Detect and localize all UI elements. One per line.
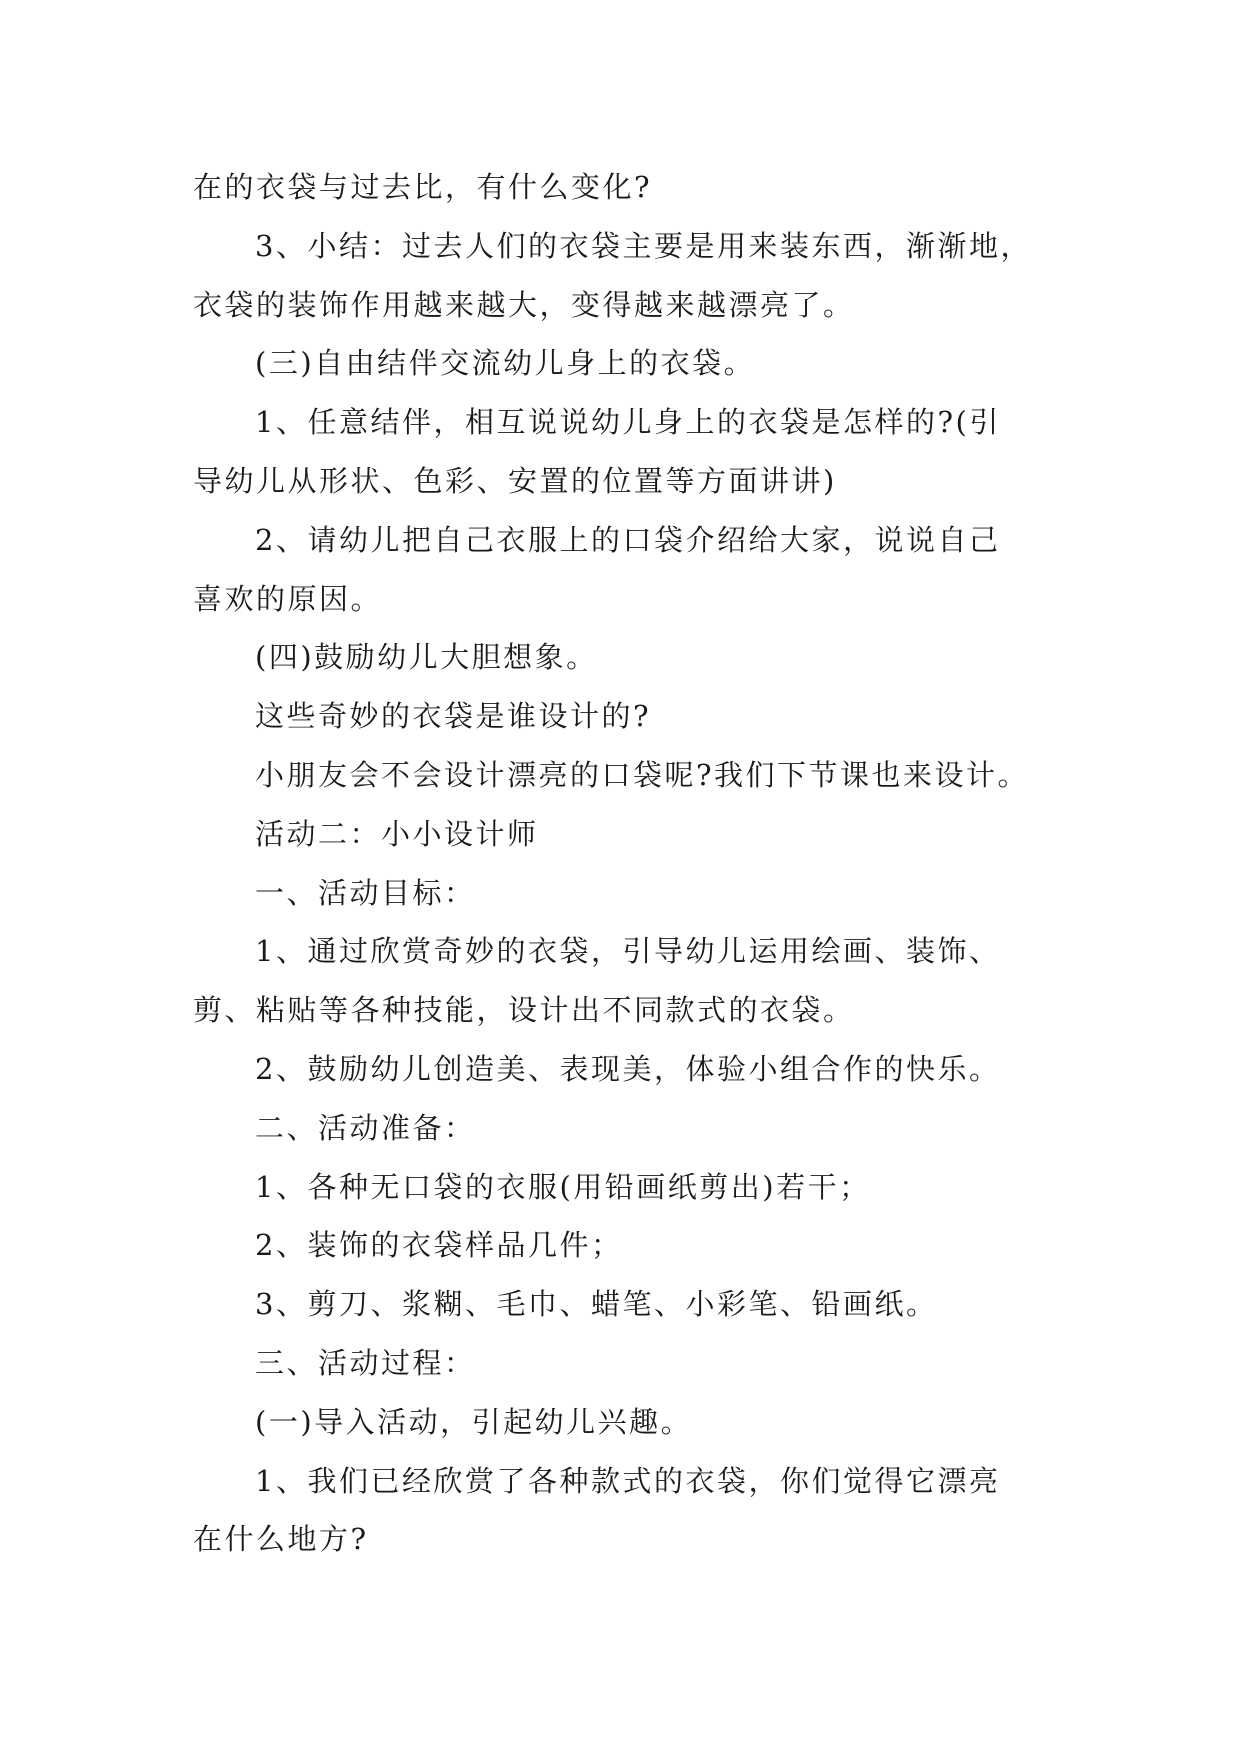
text-line: 1、通过欣赏奇妙的衣袋，引导幼儿运用绘画、装饰、 (255, 934, 1001, 969)
text-line: 2、鼓励幼儿创造美、表现美，体验小组合作的快乐。 (255, 1051, 1001, 1086)
text-line: 衣袋的装饰作用越来越大，变得越来越漂亮了。 (193, 287, 855, 322)
text-line: 喜欢的原因。 (193, 581, 383, 616)
text-line: 在的衣袋与过去比，有什么变化? (193, 170, 653, 204)
text-line: 剪、粘贴等各种技能，设计出不同款式的衣袋。 (193, 993, 855, 1028)
text-line: (一)导入活动，引起幼儿兴趣。 (255, 1404, 693, 1439)
text-line: 3、小结：过去人们的衣袋主要是用来装东西，渐渐地， (255, 228, 1032, 263)
text-line: 3、剪刀、浆糊、毛巾、蜡笔、小彩笔、铅画纸。 (255, 1287, 938, 1322)
text-line: 小朋友会不会设计漂亮的口袋呢?我们下节课也来设计。 (255, 757, 1030, 792)
text-line: (四)鼓励幼儿大胆想象。 (255, 640, 598, 675)
text-line: 1、我们已经欣赏了各种款式的衣袋，你们觉得它漂亮 (255, 1463, 1001, 1498)
text-line: 三、活动过程： (255, 1345, 476, 1380)
body-text (193, 158, 1073, 1569)
text-line: 活动二：小小设计师 (255, 816, 539, 851)
text-line: 1、各种无口袋的衣服(用铅画纸剪出)若干； (255, 1169, 871, 1204)
text-line: 一、活动目标： (255, 875, 476, 910)
text-line: 2、装饰的衣袋样品几件； (255, 1228, 623, 1263)
text-line: 这些奇妙的衣袋是谁设计的? (255, 699, 652, 734)
text-line: 二、活动准备： (255, 1110, 476, 1145)
text-line: 1、任意结伴，相互说说幼儿身上的衣袋是怎样的?(引 (255, 405, 1001, 440)
text-line: 2、请幼儿把自己衣服上的口袋介绍给大家，说说自己 (255, 522, 1001, 557)
text-line: 在什么地方? (193, 1522, 369, 1557)
text-line: (三)自由结伴交流幼儿身上的衣袋。 (255, 346, 756, 381)
text-line: 导幼儿从形状、色彩、安置的位置等方面讲讲) (193, 463, 837, 498)
